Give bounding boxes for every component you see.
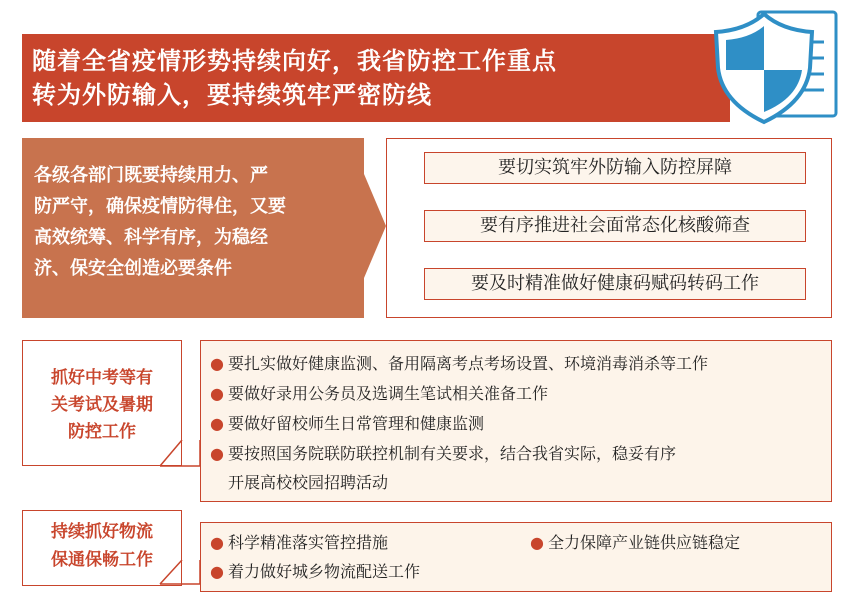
section1-summary-line: 济、保安全创造必要条件 bbox=[34, 258, 232, 279]
section2-item-text: 要按照国务院联防联控机制有关要求，结合我省实际，稳妥有序 bbox=[227, 444, 676, 463]
section3-label-line: 保通保畅工作 bbox=[51, 550, 153, 570]
section3-item bbox=[210, 558, 420, 586]
section2-label-line: 抓好中考等有 bbox=[51, 368, 153, 388]
section2-label-line: 关考试及暑期 bbox=[51, 395, 153, 415]
section3-item-text: 着力做好城乡物流配送工作 bbox=[227, 562, 420, 581]
section2-item bbox=[210, 410, 484, 438]
title-line-1: 随着全省疫情形势持续向好，我省防控工作重点 bbox=[32, 46, 557, 75]
section1-summary-line: 各级各部门既要持续用力、严 bbox=[34, 165, 268, 186]
section1-arrow bbox=[364, 174, 386, 278]
bullet-dot: ● bbox=[210, 354, 224, 373]
section3-label-line: 持续抓好物流 bbox=[51, 522, 153, 542]
title-line-2: 转为外防输入，要持续筑牢严密防线 bbox=[32, 80, 432, 109]
section2-connector bbox=[160, 440, 204, 470]
section2-item-continuation: 开展高校校园招聘活动 bbox=[228, 473, 389, 492]
section3-connector bbox=[160, 560, 204, 586]
section1-summary-line: 防严守，确保疫情防得住，又要 bbox=[34, 196, 286, 217]
bullet-dot: ● bbox=[530, 533, 544, 552]
section2-item bbox=[210, 350, 708, 378]
section2-item-text: 要做好留校师生日常管理和健康监测 bbox=[227, 414, 484, 433]
section2-item-text: 要扎实做好健康监测、备用隔离考点考场设置、环境消毒消杀等工作 bbox=[227, 354, 708, 373]
section2-item bbox=[210, 440, 676, 468]
bullet-dot: ● bbox=[210, 533, 224, 552]
bullet-dot: ● bbox=[210, 414, 224, 433]
section1-item: 要及时精准做好健康码赋码转码工作 bbox=[424, 268, 806, 300]
section1-summary-line: 高效统筹、科学有序，为稳经 bbox=[34, 227, 268, 248]
section2-label-line: 防控工作 bbox=[68, 422, 136, 442]
section3-label bbox=[24, 518, 180, 574]
section3-item bbox=[530, 529, 740, 557]
section2-item-text: 要做好录用公务员及选调生笔试相关准备工作 bbox=[227, 384, 548, 403]
section2-label bbox=[24, 365, 180, 446]
section1-item: 要有序推进社会面常态化核酸筛查 bbox=[424, 210, 806, 242]
bullet-dot: ● bbox=[210, 562, 224, 581]
section2-item bbox=[210, 380, 548, 408]
section3-item-text: 全力保障产业链供应链稳定 bbox=[547, 533, 740, 552]
section3-item bbox=[210, 529, 388, 557]
page-title bbox=[32, 44, 692, 112]
section3-item-text: 科学精准落实管控措施 bbox=[227, 533, 388, 552]
shield-icon bbox=[706, 2, 844, 126]
section1-summary bbox=[34, 160, 354, 284]
bullet-dot: ● bbox=[210, 384, 224, 403]
section1-item: 要切实筑牢外防输入防控屏障 bbox=[424, 152, 806, 184]
bullet-dot: ● bbox=[210, 444, 224, 463]
